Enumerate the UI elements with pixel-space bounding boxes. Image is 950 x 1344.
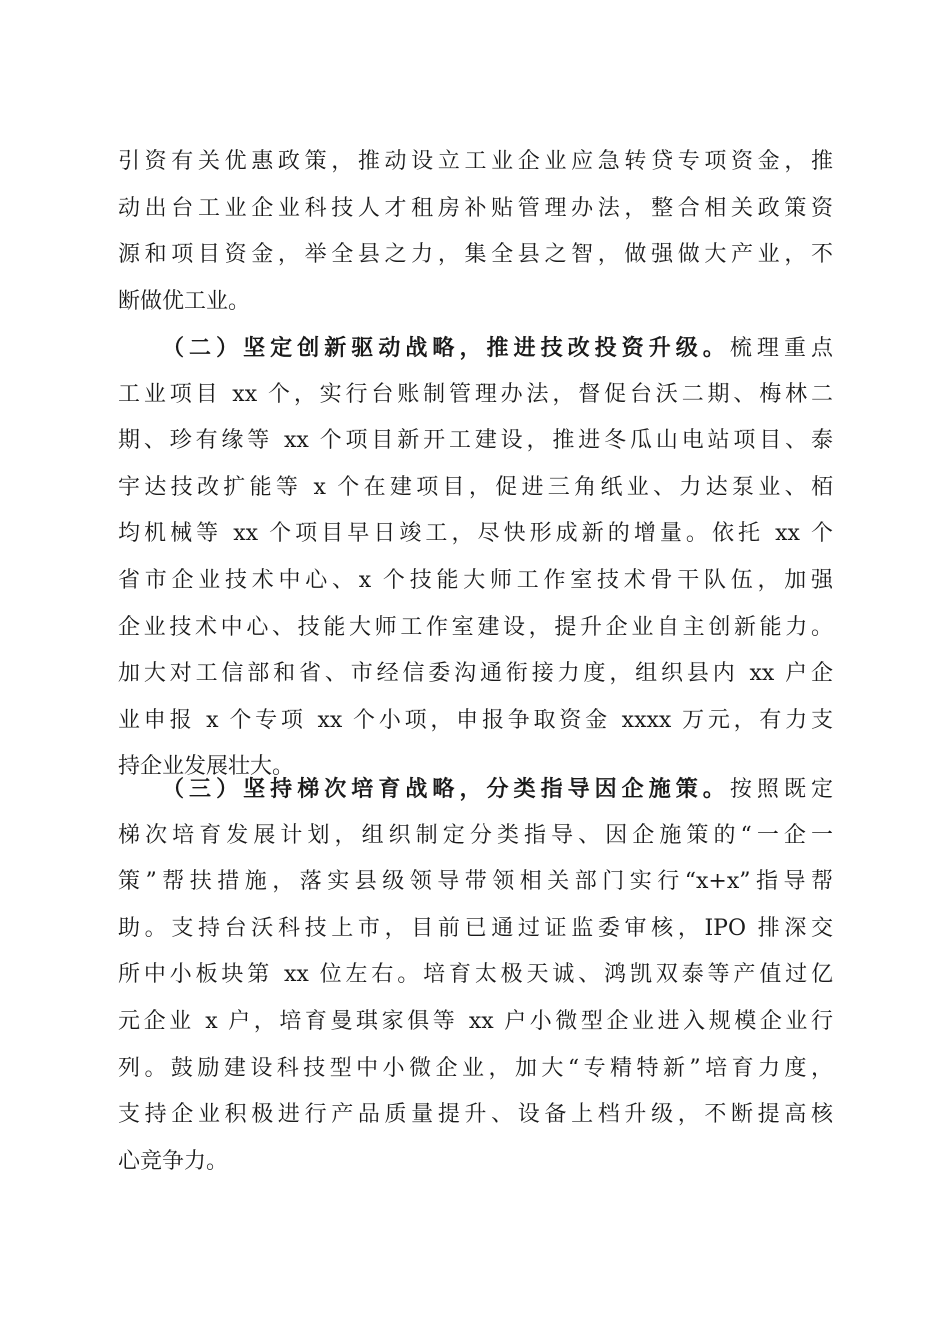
text-line: 助。支持台沃科技上市，目前已通过证监委审核，IPO 排深交 [118,915,833,941]
text-line: 所中小板块第 xx 位左右。培育太极天诚、鸿凯双泰等产值过亿 [118,962,833,988]
text-line: 元企业 x 户，培育曼琪家俱等 xx 户小微型企业进入规模企业行 [118,1008,833,1034]
text-line: 支持企业积极进行产品质量提升、设备上档升级，不断提高核 [118,1102,833,1128]
paragraph-tiered-cultivation [118,766,833,1185]
paragraph-policy-support [118,139,833,325]
text-line: 期、珍有缘等 xx 个项目新开工建设，推进冬瓜山电站项目、泰 [118,428,833,454]
text-line: 源和项目资金，举全县之力，集全县之智，做强做大产业，不 [118,242,833,268]
text-line: 加大对工信部和省、市经信委沟通衔接力度，组织县内 xx 户企 [118,661,833,687]
section-heading: （二）坚定创新驱动战略，推进技改投资升级。 [162,335,730,361]
text-line: 引资有关优惠政策，推动设立工业企业应急转贷专项资金，推 [118,149,833,174]
text-line: 工业项目 xx 个，实行台账制管理办法，督促台沃二期、梅林二 [118,381,833,407]
text-line: 持企业发展壮大。 [118,754,295,780]
text-line: 心竞争力。 [118,1148,229,1174]
text-line: 企业技术中心、技能大师工作室建设，提升企业自主创新能力。 [118,614,833,640]
text-run: 梳理重点 [729,336,833,361]
text-line: 列。鼓励建设科技型中小微企业，加大“专精特新”培育力度， [118,1055,833,1081]
section-heading: （三）坚持梯次培育战略，分类指导因企施策。 [162,776,730,802]
text-line: 策”帮扶措施，落实县级领导带领相关部门实行“x+x”指导帮 [118,869,833,895]
text-run: 按照既定 [729,777,833,802]
text-line: 宇达技改扩能等 x 个在建项目，促进三角纸业、力达泵业、栢 [118,474,833,500]
text-line: 业申报 x 个专项 xx 个小项，申报争取资金 xxxx 万元，有力支 [118,707,833,733]
text-line: 均机械等 xx 个项目早日竣工，尽快形成新的增量。依托 xx 个 [118,521,833,547]
text-line: 梯次培育发展计划，组织制定分类指导、因企施策的“一企一 [118,822,833,848]
paragraph-first-line [118,766,833,813]
text-line: 省市企业技术中心、x 个技能大师工作室技术骨干队伍，加强 [118,567,833,593]
paragraph-innovation-strategy [118,325,833,791]
text-line: 动出台工业企业科技人才租房补贴管理办法，整合相关政策资 [118,195,833,221]
paragraph-first-line [118,325,833,372]
text-line: 断做优工业。 [118,288,251,314]
